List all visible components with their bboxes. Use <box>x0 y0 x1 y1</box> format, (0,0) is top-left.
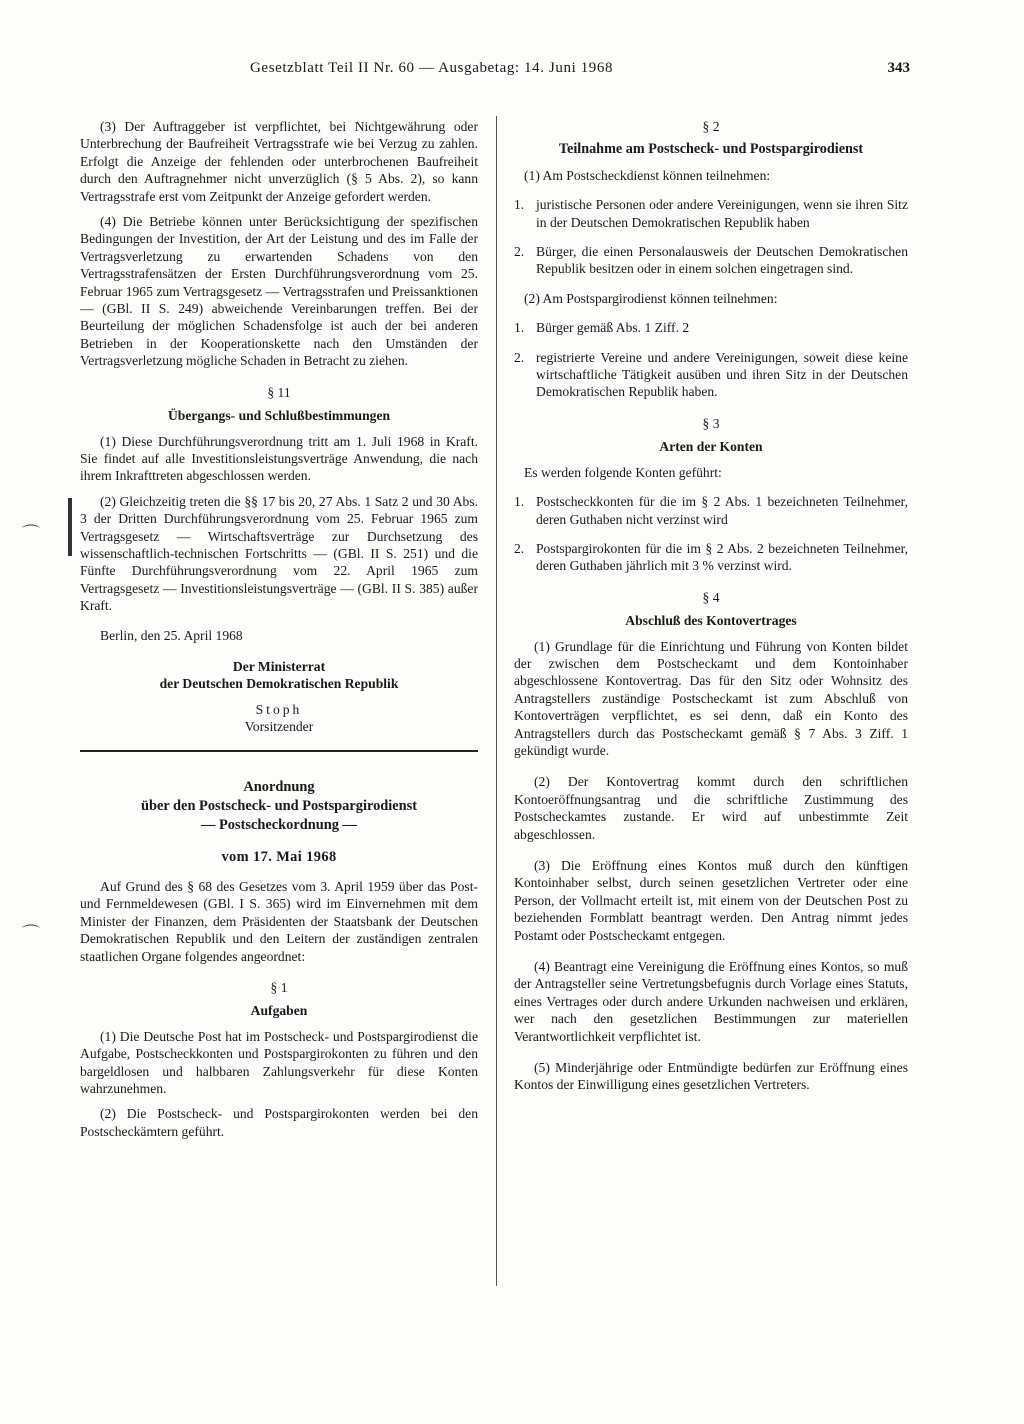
list-text: Postspargirokonten für die im § 2 Abs. 2 bezeichneten Teilnehmer, deren Guthaben jährlich mit 3 % verzinst wird. <box>536 540 908 574</box>
section-3-intro: Es werden folgende Konten geführt: <box>524 464 722 480</box>
change-bar <box>68 498 72 556</box>
section-4-number: § 4 <box>702 589 720 605</box>
decree-date: vom 17. Mai 1968 <box>221 848 337 865</box>
section-11-number: § 11 <box>267 384 291 400</box>
right-column <box>514 118 908 1102</box>
section-11-title: Übergangs- und Schlußbestimmungen <box>167 408 391 424</box>
paragraph-4: (4) Die Betriebe können unter Berücksichtigung der spezifischen Bedingungen der Investition, der Art der Leistung und des im Falle der Vertragsverletzung zu erwartenden Schadens von den Vertragsstrafensätzen der Ersten Durchführungsverordnung vom 25. Februar 1965 zum Vertragsgesetz — Vertragsstrafen und Preissanktionen — (GBl. II S. 249) abweichende Vereinbarungen treffen. Bei der Beurteilung der möglichen Schadensfolge ist auch der bei anderen Betrieben in der Kooperationskette nach den Umständen der Vertragsverletzung mögliche Schaden in Betracht zu ziehen. <box>80 214 478 369</box>
section-11-paragraph-1: (1) Diese Durchführungsverordnung tritt am 1. Juli 1968 in Kraft. Sie findet auf alle Investitionsleistungsverträge Anwendung, die nach ihrem Inkrafttreten abgeschlossen werden. <box>80 433 478 484</box>
list-text: juristische Personen oder andere Vereinigungen, wenn sie ihren Sitz in der Deutschen Demokratischen Republik haben <box>536 197 908 230</box>
list-number: 2. <box>514 244 525 260</box>
page-header <box>150 60 910 84</box>
decree-short-title: — Postscheckordnung — <box>201 816 357 833</box>
section-1-title: Aufgaben <box>250 1003 308 1019</box>
page-number: 343 <box>887 60 910 76</box>
section-11-paragraph-2: (2) Gleichzeitig treten die §§ 17 bis 20, 27 Abs. 1 Satz 2 und 30 Abs. 3 der Dritten Durchführungsverordnung vom 25. Februar 1965 zum Vertragsgesetz — Wirtschaftsverträge zur Durchsetzung des wissenschaftlich-technischen Fortschritts — (GBl. II S. 251) und die Fünfte Durchführungsverordnung vom 22. April 1965 zum Vertragsgesetz — Investitionsleistungsverträge — (GBl. II S. 385) außer Kraft. <box>80 493 478 614</box>
margin-mark: ⌒ <box>22 524 40 544</box>
section-4-paragraph-3: (3) Die Eröffnung eines Kontos muß durch den künftigen Kontoinhaber selbst, durch seinen gesetzlichen Vertreter oder eine Person, der Vollmacht erteilt ist, mit einem von der Deutschen Post zu beziehenden Formblatt beantragt werden. Den Antrag nimmt jedes Postamt oder Postscheckamt entgegen. <box>514 858 908 943</box>
decree-title: Anordnung <box>243 778 315 795</box>
list-number: 2. <box>514 349 525 365</box>
list-item <box>514 243 908 278</box>
section-1-paragraph-1: (1) Die Deutsche Post hat im Postscheck- und Postspargirodienst die Aufgabe, Postscheckkonten und Postspargirokonten zu führen und den bargeldlosen und halbbaren Zahlungsverkehr für diese Konten wahrzunehmen. <box>80 1028 478 1097</box>
list-item <box>514 196 908 231</box>
list-text: registrierte Vereine und andere Vereinigungen, soweit diese keine wirtschaftliche Tätigkeit ausüben und ihren Sitz in der Deutschen Demokratischen Republik haben. <box>536 349 908 400</box>
section-4-title: Abschluß des Kontovertrages <box>625 613 797 629</box>
preamble: Auf Grund des § 68 des Gesetzes vom 3. April 1959 über das Post- und Fernmeldewesen (GBl. I S. 365) wird im Einvernehmen mit dem Minister der Finanzen, dem Präsidenten der Staatsbank der Deutschen Demokratischen Republik und den Leitern der zuständigen zentralen staatlichen Organe folgendes angeordnet: <box>80 879 478 964</box>
list-item <box>514 493 908 528</box>
decree-subject: über den Postscheck- und Postspargirodienst <box>140 797 418 814</box>
list-text: Bürger gemäß Abs. 1 Ziff. 2 <box>536 320 690 336</box>
section-2-title: Teilnahme am Postscheck- und Postspargirodienst <box>558 141 864 158</box>
section-3-title: Arten der Konten <box>659 439 763 455</box>
list-number: 1. <box>514 320 525 336</box>
section-2-paragraph-1: (1) Am Postscheckdienst können teilnehmen: <box>524 167 771 183</box>
section-rule <box>80 750 478 752</box>
header-title: Gesetzblatt Teil II Nr. 60 — Ausgabetag: 14. Juni 1968 <box>250 60 614 76</box>
signatory-name: Stoph <box>255 701 303 717</box>
margin-mark: ⌒ <box>22 924 40 944</box>
left-column <box>80 118 478 1148</box>
section-2-number: § 2 <box>702 119 720 134</box>
list-text: Bürger, die einen Personalausweis der Deutschen Demokratischen Republik besitzen oder in einem solchen eingetragen sind. <box>536 244 908 277</box>
section-4-paragraph-2: (2) Der Kontovertrag kommt durch den schriftlichen Kontoeröffnungsantrag und die schriftliche Zustimmung des Postscheckamtes zustande. Er wird auf unbestimmte Zeit abgeschlossen. <box>514 774 908 842</box>
section-4-paragraph-5: (5) Minderjährige oder Entmündigte bedürfen zur Eröffnung eines Kontos der Einwilligung eines gesetzlichen Vertreters. <box>514 1060 908 1093</box>
signature-date: Berlin, den 25. April 1968 <box>100 627 243 643</box>
column-divider <box>496 116 497 1286</box>
section-1-number: § 1 <box>270 980 288 996</box>
section-4-paragraph-4: (4) Beantragt eine Vereinigung die Eröffnung eines Kontos, so muß der Antragsteller seine Vertretungsbefugnis durch Vorlage eines Statuts, eines Vertrages oder durch andere Urkunden nachweisen und erklären, wer nach den gesetzlichen Bestimmungen zur materiellen Verantwortlichkeit verpflichtet ist. <box>514 959 908 1044</box>
section-2-paragraph-2: (2) Am Postspargirodienst können teilnehmen: <box>524 290 778 306</box>
paragraph-3: (3) Der Auftraggeber ist verpflichtet, bei Nichtgewährung oder Unterbrechung der Baufreiheit Vertragsstrafe wie bei Verzug zu zahlen. Erfolgt die Anzeige der fehlenden oder unterbrochenen Baufreiheit durch den Auftragnehmer nicht unverzüglich (§ 5 Abs. 2), so kann Vertragsstrafe erst vom Zeitpunkt der Anzeige gefordert werden. <box>80 119 478 204</box>
list-number: 1. <box>514 197 525 213</box>
list-item <box>514 349 908 401</box>
list-item <box>514 319 908 336</box>
section-3-number: § 3 <box>702 415 720 431</box>
list-text: Postscheckkonten für die im § 2 Abs. 1 bezeichneten Teilnehmer, deren Guthaben nicht verzinst wird <box>536 494 908 527</box>
section-4-paragraph-1: (1) Grundlage für die Einrichtung und Führung von Konten bildet der zwischen dem Postscheckamt und dem Kontoinhaber abgeschlossene Kontovertrag. Das für den Sitz oder Wohnsitz des Antragstellers zuständige Postscheckamt ist zum Abschluß von Kontoverträgen verpflichtet, es sei denn, daß ein Konto des Antragstellers durch das Postscheckamt gemäß § 7 Abs. 3 Ziff. 1 gekündigt wurde. <box>514 638 908 758</box>
list-number: 2. <box>514 540 525 556</box>
signature-authority-1: Der Ministerrat <box>232 658 326 674</box>
signature-authority-2: der Deutschen Demokratischen Republik <box>159 676 399 692</box>
list-item <box>514 540 908 575</box>
section-1-paragraph-2: (2) Die Postscheck- und Postspargirokonten werden bei den Postscheckämtern geführt. <box>80 1106 478 1139</box>
list-number: 1. <box>514 494 525 510</box>
signatory-role: Vorsitzender <box>244 719 314 735</box>
